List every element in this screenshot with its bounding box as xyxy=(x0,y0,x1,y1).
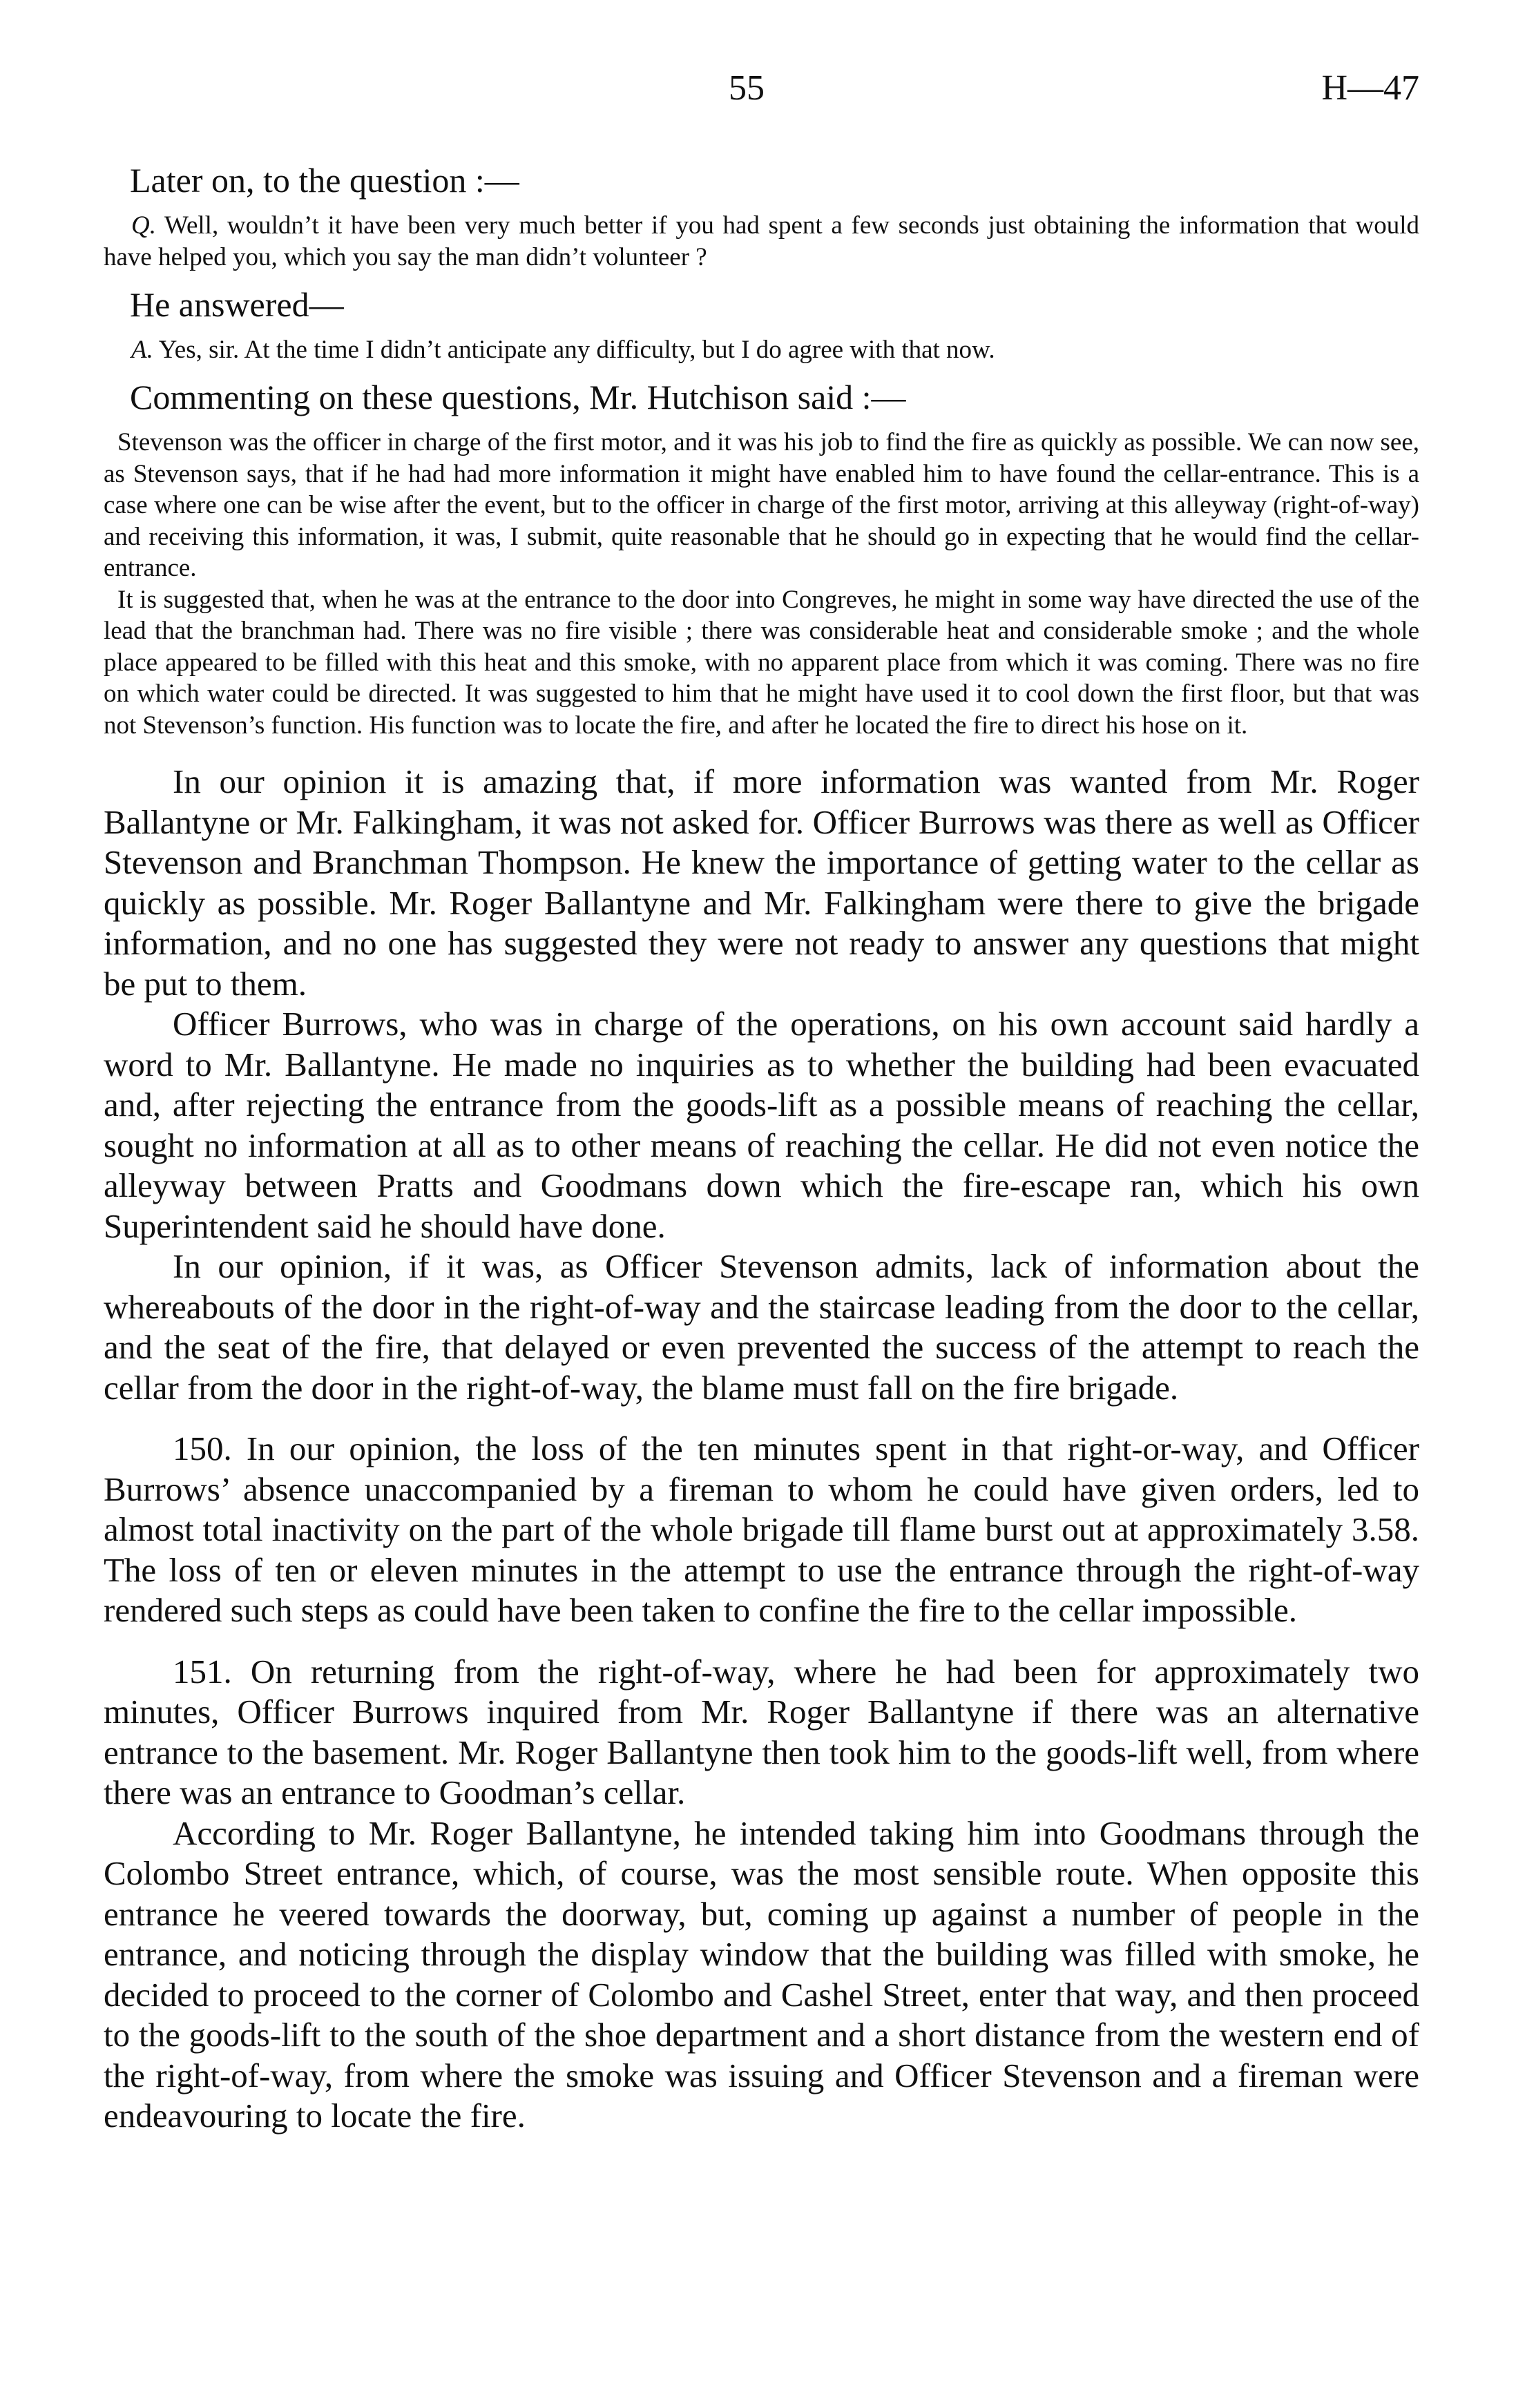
intro-answer-line: He answered— xyxy=(130,285,344,324)
body-paragraph: In our opinion it is amazing that, if more information was wanted from Mr. Roger Ballantyne or Mr. Falkingham, it was not asked for. Officer Burrows was there as well as Officer Stevenson and Branchman Thompson. He knew the importance of getting water to the cellar as quickly as possible. Mr. Roger Ballantyne and Mr. Falkingham were there to give the brigade information, and no one has suggested they were not ready to answer any questions that might be put to them. xyxy=(104,762,1419,1003)
answer-label: A. xyxy=(131,336,153,364)
quote-paragraph: Stevenson was the officer in charge of the first motor, and it was his job to find the fire as quickly as possible. We can now see, as Stevenson says, that if he had had more information it might have enabled him to have found the cellar-entrance. This is a case where one can be wise after the event, but to the officer in charge of the first motor, arriving at this alleyway (right-of-way) and receiving this information, it was, I submit, quite reasonable that he should go in expecting that he would find the cellar-entrance. xyxy=(104,428,1419,582)
hutchison-quote xyxy=(104,427,1419,741)
paragraph-151-continued: According to Mr. Roger Ballantyne, he intended taking him into Goodmans through the Colombo Street entrance, which, of course, was the most sensible route. When opposite this entrance he veered towards the doorway, but, coming up against a number of people in the entrance, and noticing through the display window that the building was filled with smoke, he decided to proceed to the corner of Colombo and Cashel Street, enter that way, and then proceed to the goods-lift to the south of the shoe department and a short distance from the western end of the right-of-way, from where the smoke was issuing and Officer Stevenson and a fireman were endeavouring to locate the fire. xyxy=(104,1813,1419,2135)
answer-paragraph xyxy=(104,334,1419,366)
body-paragraph: In our opinion, if it was, as Officer Stevenson admits, lack of information about the whereabouts of the door in the right-of-way and the staircase leading from the door to the cellar, and the seat of the fire, that delayed or even prevented the success of the attempt to reach the cellar from the door in the right-of-way, the blame must fall on the fire brigade. xyxy=(104,1247,1419,1407)
intro-question-line: Later on, to the question :— xyxy=(130,161,519,200)
page-number: 55 xyxy=(729,68,765,108)
intro-commentary-line: Commenting on these questions, Mr. Hutchison said :— xyxy=(130,378,906,416)
paragraph-150: 150. In our opinion, the loss of the ten minutes spent in that right-or-way, and Officer Burrows’ absence unaccompanied by a fireman to whom he could have given orders, led to almost total inactivity on the part of the whole brigade till flame burst out at approximately 3.58. The loss of ten or eleven minutes in the attempt to use the entrance through the right-of-way rendered such steps as could have been taken to confine the fire to the cellar impossible. xyxy=(104,1429,1419,1629)
paragraph-151: 151. On returning from the right-of-way, where he had been for approximately two minutes, Officer Burrows inquired from Mr. Roger Ballantyne if there was an alternative entrance to the basement. Mr. Roger Ballantyne then took him to the goods-lift well, from where there was an entrance to Goodman’s cellar. xyxy=(104,1652,1419,1811)
question-paragraph xyxy=(104,210,1419,273)
quote-paragraph: It is suggested that, when he was at the entrance to the door into Congreves, he might in some way have directed the use of the lead that the branchman had. There was no fire visible ; there was considerable heat and considerable smoke ; and the whole place appeared to be filled with this heat and this smoke, with no apparent place from which it was coming. There was no fire on which water could be directed. It was suggested to him that he might have used it to cool down the first floor, but that was not Stevenson’s function. His function was to locate the fire, and after he located the fire to direct his hose on it. xyxy=(104,585,1419,740)
body-paragraph: Officer Burrows, who was in charge of the operations, on his own account said hardly a word to Mr. Ballantyne. He made no inquiries as to whether the building had been evacuated and, after rejecting the entrance from the goods-lift as a possible means of reaching the cellar, sought no information at all as to other means of reaching the cellar. He did not even notice the alleyway between Pratts and Goodmans down which the fire-escape ran, which his own Superintendent said he should have done. xyxy=(104,1005,1419,1245)
page-content xyxy=(104,159,1419,2137)
page-header xyxy=(0,68,1516,123)
question-label: Q. xyxy=(131,211,156,240)
document-code: H—47 xyxy=(1321,68,1419,108)
question-text: Well, wouldn’t it have been very much better if you had spent a few seconds just obtaining the information that would have helped you, which you say the man didn’t volunteer ? xyxy=(104,211,1419,271)
section-gap xyxy=(104,1631,1419,1652)
answer-text: Yes, sir. At the time I didn’t anticipate any difficulty, but I do agree with that now. xyxy=(158,336,995,364)
section-gap xyxy=(104,1408,1419,1429)
